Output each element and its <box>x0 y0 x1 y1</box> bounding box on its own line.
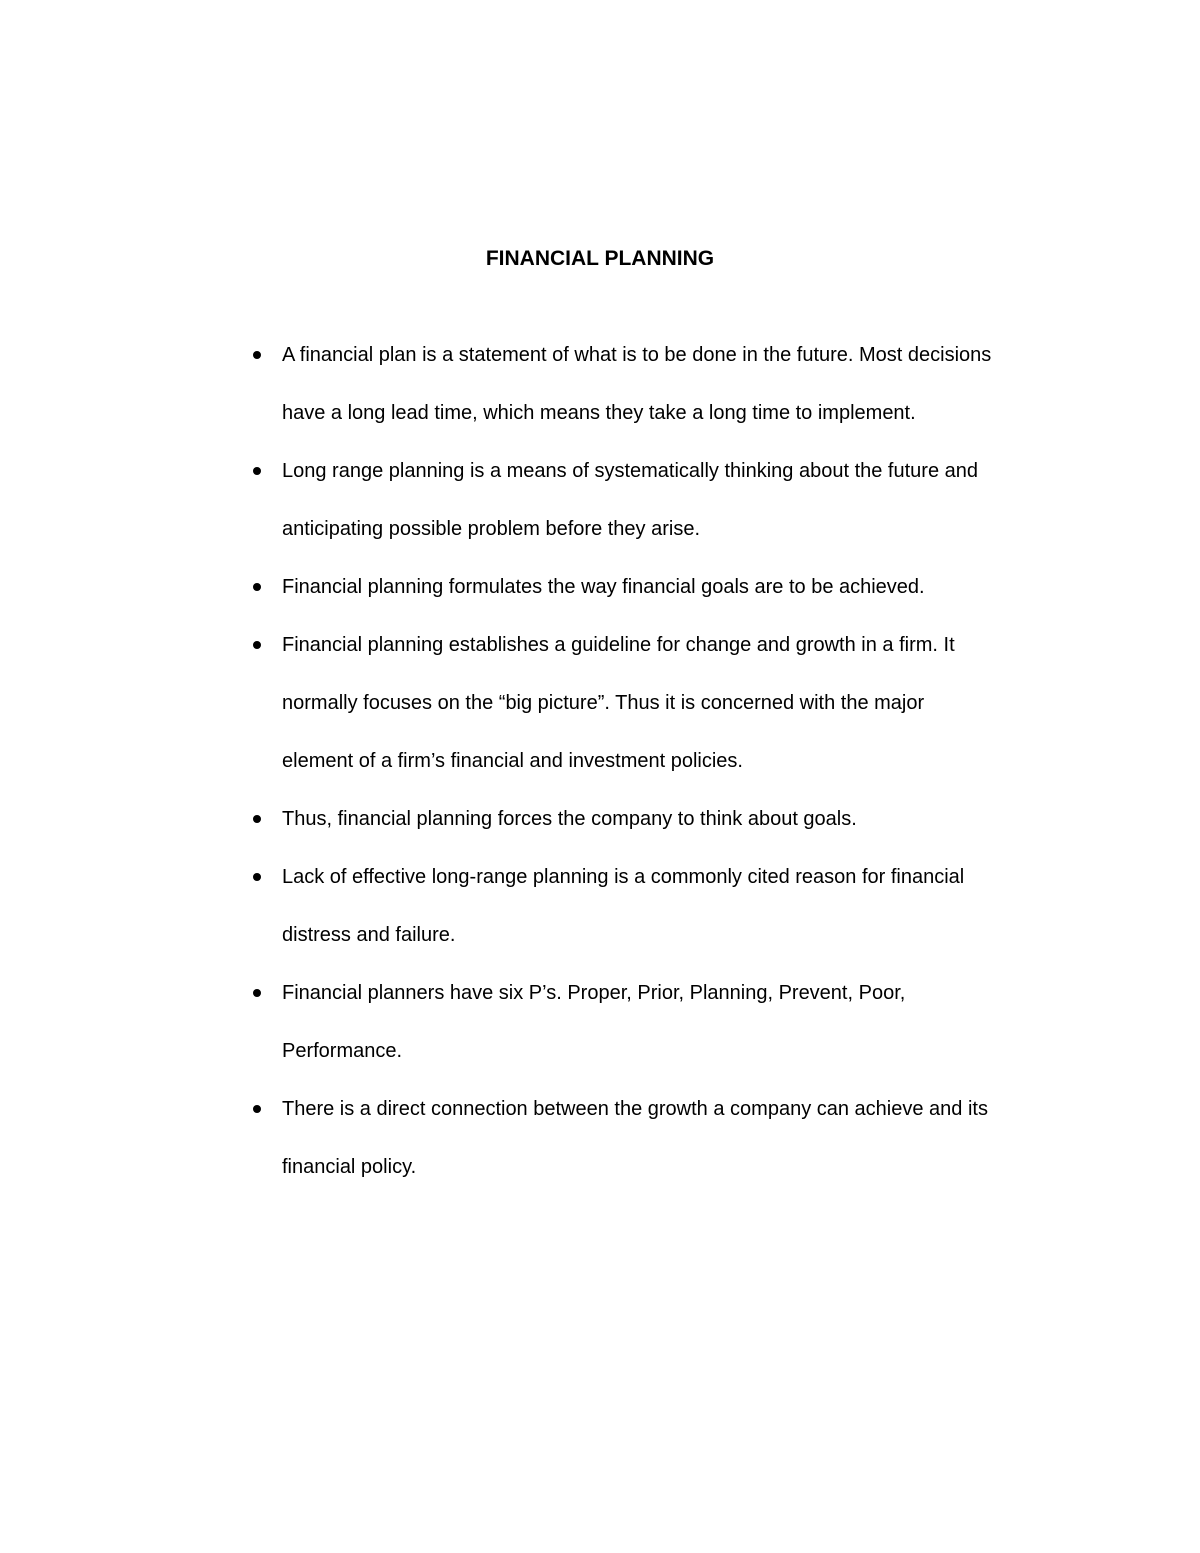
bullet-line: anticipating possible problem before they arise. <box>282 518 701 540</box>
bullet-icon <box>252 442 262 500</box>
list-item <box>282 558 1082 616</box>
bullet-line: Lack of effective long-range planning is a commonly cited reason for financial <box>282 866 965 888</box>
bullet-icon <box>252 558 262 616</box>
bullet-icon <box>252 964 262 1022</box>
bullet-line: financial policy. <box>282 1156 417 1178</box>
bullet-icon <box>252 616 262 674</box>
bullet-line: Thus, financial planning forces the company to think about goals. <box>282 808 857 830</box>
bullet-line: A financial plan is a statement of what is to be done in the future. Most decisions <box>282 344 992 366</box>
list-item <box>282 964 1082 1080</box>
bullet-icon <box>252 326 262 384</box>
bullet-icon <box>252 790 262 848</box>
bullet-list <box>282 326 1082 1196</box>
bullet-icon <box>252 848 262 906</box>
bullet-line: Financial planners have six P’s. Proper, Prior, Planning, Prevent, Poor, <box>282 982 906 1004</box>
bullet-line: Financial planning formulates the way financial goals are to be achieved. <box>282 576 925 598</box>
page-title: FINANCIAL PLANNING <box>485 247 715 270</box>
list-item <box>282 848 1082 964</box>
list-item <box>282 616 1082 790</box>
list-item <box>282 326 1082 442</box>
list-item <box>282 442 1082 558</box>
list-item <box>282 1080 1082 1196</box>
bullet-line: have a long lead time, which means they take a long time to implement. <box>282 402 916 424</box>
bullet-line: element of a firm’s financial and investment policies. <box>282 750 743 772</box>
bullet-line: Long range planning is a means of systematically thinking about the future and <box>282 460 978 482</box>
bullet-line: distress and failure. <box>282 924 456 946</box>
bullet-line: normally focuses on the “big picture”. Thus it is concerned with the major <box>282 692 925 714</box>
bullet-icon <box>252 1080 262 1138</box>
bullet-line: Performance. <box>282 1040 403 1062</box>
bullet-line: There is a direct connection between the growth a company can achieve and its <box>282 1098 988 1120</box>
bullet-line: Financial planning establishes a guideline for change and growth in a firm. It <box>282 634 955 656</box>
list-item <box>282 790 1082 848</box>
